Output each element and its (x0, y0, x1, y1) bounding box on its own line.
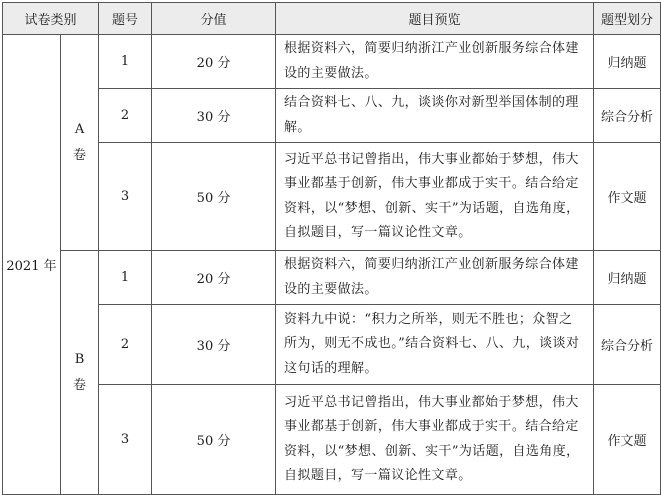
header-preview: 题目预览 (276, 3, 594, 35)
question-score: 30 分 (152, 89, 276, 143)
year-cell: 2021 年 (3, 35, 61, 495)
group-b-label (61, 251, 99, 495)
question-preview: 结合资料七、八、九，谈谈你对新型举国体制的理解。 (276, 89, 594, 143)
question-score: 20 分 (152, 35, 276, 89)
question-type: 综合分析 (594, 305, 661, 385)
question-number: 1 (99, 251, 152, 305)
group-a-label (61, 35, 99, 251)
table-row (3, 35, 661, 89)
group-a-letter: A (74, 121, 85, 137)
question-number: 2 (99, 305, 152, 385)
question-score: 30 分 (152, 305, 276, 385)
header-score: 分值 (152, 3, 276, 35)
table-row (3, 305, 661, 385)
header-number: 题号 (99, 3, 152, 35)
question-type: 归纳题 (594, 251, 661, 305)
table-row (3, 143, 661, 251)
question-score: 50 分 (152, 143, 276, 251)
question-preview: 习近平总书记曾指出，伟大事业都始于梦想，伟大事业都基于创新，伟大事业都成于实干。结合给定资料，以“梦想、创新、实干”为话题，自选角度，自拟题目，写一篇议论性文章。 (276, 385, 594, 495)
question-number: 3 (99, 143, 152, 251)
table-row (3, 89, 661, 143)
question-preview: 习近平总书记曾指出，伟大事业都始于梦想，伟大事业都基于创新，伟大事业都成于实干。结合给定资料，以“梦想、创新、实干”为话题，自选角度，自拟题目，写一篇议论性文章。 (276, 143, 594, 251)
question-number: 1 (99, 35, 152, 89)
group-a-suffix: 卷 (73, 147, 87, 163)
table-row (3, 385, 661, 495)
group-b-letter: B (74, 351, 85, 367)
table-row (3, 251, 661, 305)
question-type: 作文题 (594, 143, 661, 251)
question-type: 作文题 (594, 385, 661, 495)
question-score: 20 分 (152, 251, 276, 305)
header-type: 题型划分 (594, 3, 661, 35)
question-number: 2 (99, 89, 152, 143)
question-preview: 根据资料六，简要归纳浙江产业创新服务综合体建设的主要做法。 (276, 251, 594, 305)
question-preview: 根据资料六，简要归纳浙江产业创新服务综合体建设的主要做法。 (276, 35, 594, 89)
question-number: 3 (99, 385, 152, 495)
header-category: 试卷类别 (3, 3, 99, 35)
question-type: 综合分析 (594, 89, 661, 143)
exam-table (2, 2, 661, 495)
question-score: 50 分 (152, 385, 276, 495)
header-row (3, 3, 661, 35)
group-b-suffix: 卷 (73, 377, 87, 393)
question-preview: 资料九中说：“积力之所举，则无不胜也；众智之所为，则无不成也。”结合资料七、八、九，谈谈对这句话的理解。 (276, 305, 594, 385)
question-type: 归纳题 (594, 35, 661, 89)
